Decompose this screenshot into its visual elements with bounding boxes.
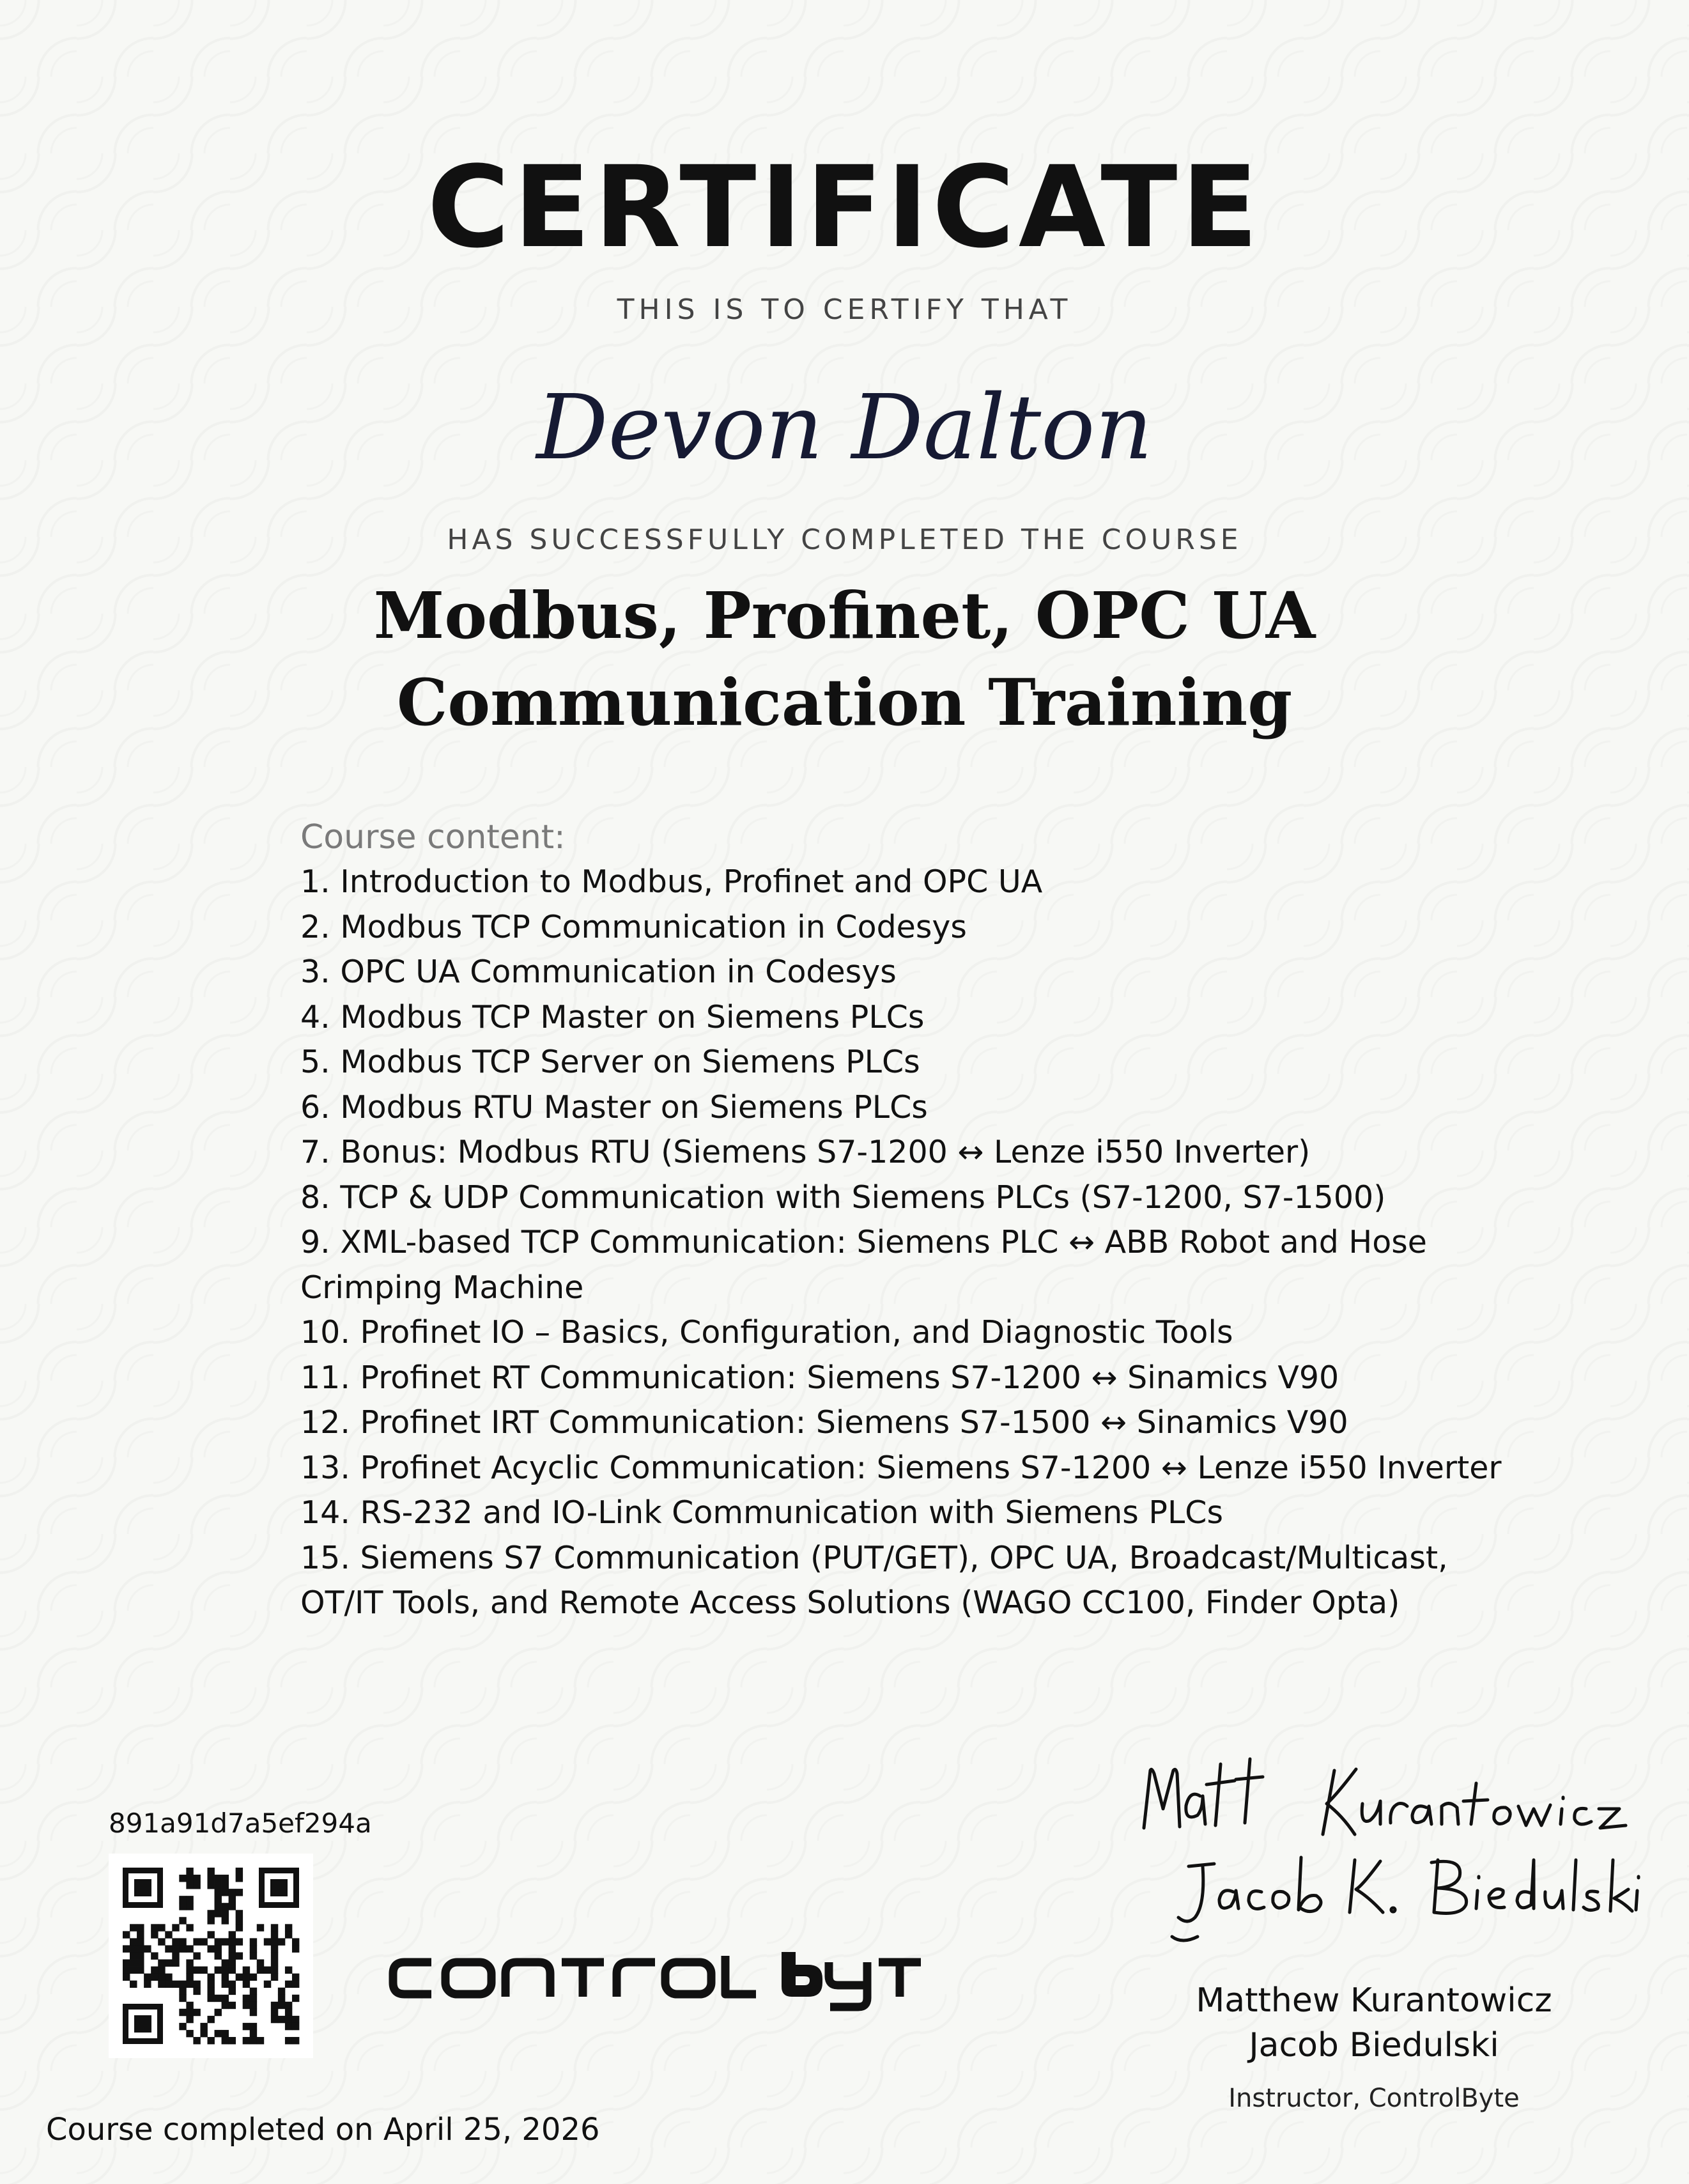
qr-module [222,1995,229,2002]
qr-module [130,1945,137,1952]
qr-module [158,1938,165,1945]
qr-module [215,1938,222,1945]
qr-module [222,1903,229,1910]
qr-module [172,1981,179,1988]
qr-module [207,1995,214,2002]
qr-module [193,1967,200,1974]
qr-module [215,1903,222,1910]
qr-module [243,1967,250,1974]
qr-module [186,1896,193,1903]
qr-module [186,2030,193,2037]
qr-module [257,1967,264,1974]
qr-module [123,1960,130,1967]
qr-module [264,1967,271,1974]
course-title-line: Communication Training [396,665,1293,740]
qr-module [236,1868,243,1875]
qr-module [179,2009,186,2016]
qr-module [130,1981,137,1988]
qr-module [292,2023,299,2030]
qr-module [236,1952,243,1959]
qr-module [186,1882,193,1889]
qr-module [207,1882,214,1889]
qr-module [278,1938,285,1945]
list-item: 9. XML-based TCP Communication: Siemens PLC ↔ ABB Robot and Hose Crimping Machine [300,1224,1427,1306]
qr-module [165,1931,172,1938]
list-item: 10. Profinet IO – Basics, Configuration, and Diagnostic Tools [300,1314,1233,1351]
qr-module [278,1995,285,2002]
qr-module [278,1988,285,1995]
qr-module [285,1931,292,1938]
qr-module [285,2037,292,2044]
qr-module [193,1981,200,1988]
qr-module [186,1875,193,1882]
qr-module [215,1952,222,1959]
list-item: 5. Modbus TCP Server on Siemens PLCs [300,1044,920,1080]
qr-module [285,2016,292,2023]
qr-module [236,1938,243,1945]
qr-module [292,2016,299,2023]
qr-module [236,1974,243,1981]
qr-module [179,1917,186,1924]
qr-module [229,1931,236,1938]
qr-module [179,1903,186,1910]
qr-module [200,2023,207,2030]
qr-module [123,1967,130,1974]
qr-module [207,2016,214,2023]
qr-module [222,1889,229,1896]
qr-module [186,1960,193,1967]
qr-module [271,1952,278,1959]
qr-module [179,1896,186,1903]
qr-module [207,1981,214,1988]
qr-module [186,1924,193,1931]
qr-module [271,2002,278,2009]
qr-module [250,1945,257,1952]
qr-module [229,1889,236,1896]
qr-module [215,1945,222,1952]
list-item: 2. Modbus TCP Communication in Codesys [300,908,967,945]
qr-module [172,1945,179,1952]
qr-module [264,1938,271,1945]
qr-module [236,1910,243,1917]
qr-module [172,1952,179,1959]
qr-module [271,1960,278,1967]
qr-module [151,1952,158,1959]
qr-module [215,1910,222,1917]
course-content [300,815,1515,1626]
qr-module [271,1938,278,1945]
qr-module [215,1967,222,1974]
qr-module [193,1952,200,1959]
qr-module [236,1924,243,1931]
qr-module [186,1974,193,1981]
qr-module [193,1875,200,1882]
qr-module [250,1988,257,1995]
qr-module [222,1875,229,1882]
qr-module [250,1995,257,2002]
qr-module [123,1974,130,1981]
qr-module [186,1981,193,1988]
certificate-id: 891a91d7a5ef294a [109,1808,372,1839]
qr-module [229,1967,236,1974]
qr-module [222,2002,229,2009]
qr-module [207,1988,214,1995]
qr-module [179,1988,186,1995]
qr-module [158,1967,165,1974]
qr-module [250,2037,257,2044]
qr-module [179,2023,186,2030]
list-item: 7. Bonus: Modbus RTU (Siemens S7-1200 ↔ Lenze i550 Inverter) [300,1134,1311,1170]
completion-date: April 25, 2026 [383,2112,600,2148]
qr-module [200,1967,207,1974]
qr-module [222,2037,229,2044]
qr-module [207,1931,214,1938]
qr-module [165,1974,172,1981]
qr-module [179,1938,186,1945]
list-item: 14. RS-232 and IO-Link Communication with Siemens PLCs [300,1494,1223,1531]
qr-module [285,2002,292,2009]
qr-module [158,1981,165,1988]
recipient-name: Devon Dalton [536,376,1153,480]
certificate-title: CERTIFICATE [427,142,1262,273]
qr-module [158,1924,165,1931]
list-item: 1. Introduction to Modbus, Profinet and OPC UA [300,864,1043,900]
qr-module [179,1981,186,1988]
qr-module [144,1981,151,1988]
qr-module [186,1967,193,1974]
qr-module [207,1945,214,1952]
qr-module [243,1974,250,1981]
qr-module [186,1945,193,1952]
qr-module [137,1945,144,1952]
qr-module [222,1910,229,1917]
signature-jacob-biedulski [1172,1857,1639,1940]
completion-prefix: Course completed on [46,2112,383,2148]
qr-module [215,1882,222,1889]
qr-module [130,1938,137,1945]
qr-module [179,1875,186,1882]
qr-module [186,2002,193,2009]
qr-module [257,1924,264,1931]
qr-module [229,1960,236,1967]
course-title-line: Modbus, Profinet, OPC UA [373,578,1316,653]
qr-module [271,1924,278,1931]
qr-module [186,2016,193,2023]
qr-module [250,2002,257,2009]
qr-module [271,2009,278,2016]
qr-module [250,1952,257,1959]
qr-module [186,2009,193,2016]
qr-module [250,1974,257,1981]
qr-module [229,1938,236,1945]
qr-module [250,1938,257,1945]
qr-module [207,1917,214,1924]
qr-module [222,1974,229,1981]
signer-1-name: Matthew Kurantowicz [1196,1981,1552,2020]
qr-module [292,2037,299,2044]
signer-2-name: Jacob Biedulski [1249,2026,1499,2064]
qr-module [158,1960,165,1967]
qr-module [207,1910,214,1917]
qr-module [215,1875,222,1882]
qr-module [137,1967,144,1974]
qr-module [137,1960,144,1967]
qr-module [186,1903,193,1910]
qr-module [130,1924,137,1931]
qr-module [243,1981,250,1988]
qr-module [250,2009,257,2016]
qr-module [236,1875,243,1882]
qr-module [179,1995,186,2002]
qr-module [130,1967,137,1974]
qr-module [123,1931,130,1938]
list-item: 15. Siemens S7 Communication (PUT/GET), OPC UA, Broadcast/Multicast, OT/IT Tools, and Remote Access Solutions (WAGO CC100, Finder Opta) [300,1539,1448,1621]
qr-module [229,1981,236,1988]
qr-module [292,1974,299,1981]
qr-module [179,1945,186,1952]
signature-matt-kurantowicz [1144,1759,1626,1834]
signer-role: Instructor, ControlByte [1228,2084,1520,2113]
qr-module [151,1974,158,1981]
list-item: 4. Modbus TCP Master on Siemens PLCs [300,998,925,1035]
qr-module [229,1952,236,1959]
qr-module [165,1981,172,1988]
qr-module [222,1938,229,1945]
qr-module [215,1889,222,1896]
course-content-heading: Course content: [300,818,566,856]
qr-module [123,1945,130,1952]
qr-module [207,1875,214,1882]
qr-module [193,1938,200,1945]
signatures [1131,1745,1642,1962]
qr-code-icon[interactable] [109,1854,313,2058]
qr-module [278,2002,285,2009]
controlbyte-logo [387,1943,923,2013]
qr-module [257,1960,264,1967]
qr-module [222,1960,229,1967]
qr-module [250,2030,257,2037]
qr-module [144,1974,151,1981]
list-item: 13. Profinet Acyclic Communication: Siemens S7-1200 ↔ Lenze i550 Inverter [300,1449,1502,1486]
qr-module [130,1952,137,1959]
qr-module [236,1889,243,1896]
qr-module [292,1938,299,1945]
qr-module [165,1945,172,1952]
qr-module [207,1868,214,1875]
qr-module [222,1981,229,1988]
qr-module [200,1938,207,1945]
qr-module [207,1974,214,1981]
qr-module [250,2023,257,2030]
qr-module [285,1967,292,1974]
qr-module [285,2009,292,2016]
qr-module [215,1896,222,1903]
qr-module [215,2030,222,2037]
qr-module [222,1967,229,1974]
qr-module [172,1924,179,1931]
qr-module [193,2009,200,2016]
qr-module [229,2002,236,2009]
list-item: 12. Profinet IRT Communication: Siemens S7-1500 ↔ Sinamics V90 [300,1404,1348,1441]
qr-module [186,1868,193,1875]
qr-module [222,1882,229,1889]
qr-module [172,1938,179,1945]
list-item: 11. Profinet RT Communication: Siemens S7-1200 ↔ Sinamics V90 [300,1359,1339,1396]
completion-date-line [46,2109,600,2150]
list-item: 6. Modbus RTU Master on Siemens PLCs [300,1088,928,1126]
qr-module [215,2009,222,2016]
qr-module [229,1903,236,1910]
qr-module [264,1981,271,1988]
qr-module [271,1931,278,1938]
qr-module [151,1931,158,1938]
qr-module [200,2030,207,2037]
list-item: 3. OPC UA Communication in Codesys [300,954,897,990]
qr-module [137,1924,144,1931]
qr-module [271,2016,278,2023]
qr-module [278,2016,285,2023]
qr-module [193,1988,200,1995]
course-content-list [300,860,1515,1626]
certify-line: THIS IS TO CERTIFY THAT [617,293,1072,326]
qr-module [151,1967,158,1974]
list-item: 8. TCP & UDP Communication with Siemens PLCs (S7-1200, S7-1500) [300,1179,1386,1216]
qr-module [165,1960,172,1967]
qr-module [243,2023,250,2030]
qr-module [137,1931,144,1938]
qr-module [271,1967,278,1974]
qr-module [193,2037,200,2044]
completed-line: HAS SUCCESSFULLY COMPLETED THE COURSE [447,523,1242,556]
qr-module [229,2037,236,2044]
qr-module [229,1988,236,1995]
qr-module [285,1981,292,1988]
qr-module [285,1924,292,1931]
qr-module [222,2030,229,2037]
qr-module [271,1974,278,1981]
qr-module [172,1960,179,1967]
qr-module [151,1924,158,1931]
qr-module [222,1917,229,1924]
course-title [0,572,1689,746]
qr-module [207,2037,214,2044]
qr-module [144,1945,151,1952]
qr-module [243,2002,250,2009]
qr-module [243,1995,250,2002]
qr-module [229,1945,236,1952]
qr-module [137,1952,144,1959]
qr-module [236,1917,243,1924]
qr-module [229,1896,236,1903]
qr-module [292,1995,299,2002]
qr-module [137,1938,144,1945]
qr-module [158,1974,165,1981]
qr-module [130,1960,137,1967]
qr-module [243,2037,250,2044]
qr-module [215,1995,222,2002]
qr-module [292,1981,299,1988]
qr-module [193,1882,200,1889]
qr-module [257,2037,264,2044]
qr-module [292,1945,299,1952]
qr-module [271,1945,278,1952]
qr-module [285,2023,292,2030]
